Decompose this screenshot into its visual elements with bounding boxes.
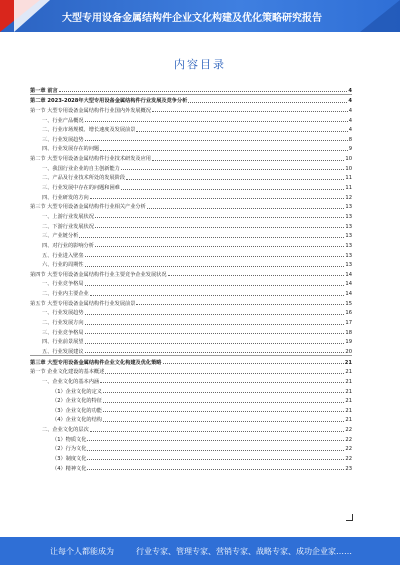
toc-entry-label: 一、行业竞争格局	[42, 281, 84, 288]
toc-leader-dots	[105, 373, 344, 374]
report-title: 大型专用设备金属结构件企业文化构建及优化策略研究报告	[62, 13, 322, 24]
toc-entry-label: 一、企业文化的基本内涵	[42, 378, 100, 385]
toc-leader-dots	[95, 246, 345, 247]
toc-entry[interactable]	[30, 172, 352, 182]
toc-leader-dots	[100, 382, 344, 383]
toc-entry-label: 六、行业的周期性	[42, 262, 84, 269]
toc-entry-page: 13	[345, 204, 352, 211]
toc-entry-label: 第五节 大型专用设备金属结构件行业发展前景	[30, 300, 136, 307]
toc-leader-dots	[85, 343, 345, 344]
toc-entry[interactable]	[30, 462, 352, 472]
toc-leader-dots	[100, 150, 348, 151]
toc-entry-page: 9	[348, 146, 352, 153]
toc-entry-label: 三、产业链分析	[42, 233, 79, 240]
toc-entry-page: 13	[345, 262, 352, 269]
toc-entry[interactable]	[30, 414, 352, 424]
toc-entry-label: 一、行业产品概况	[42, 117, 84, 124]
toc-leader-dots	[188, 102, 347, 103]
toc-entry-page: 21	[345, 398, 352, 405]
toc-leader-dots	[85, 314, 345, 315]
toc-entry-page: 14	[345, 271, 352, 278]
toc-entry-page: 4	[348, 107, 352, 114]
toc-entry-page: 13	[345, 242, 352, 249]
toc-entry-page: 22	[345, 436, 352, 443]
toc-entry-page: 12	[345, 194, 352, 201]
toc-leader-dots	[87, 440, 344, 441]
toc-leader-dots	[103, 421, 344, 422]
footer-tagline: 行业专家、管理专家、营销专家、战略专家、成功企业家……	[136, 547, 352, 556]
toc-entry-label: 第四节 大型专用设备金属结构件行业主要竞争企业发展状况	[30, 271, 167, 278]
toc-leader-dots	[103, 411, 344, 412]
toc-entry-label: （2）行为文化	[52, 446, 87, 453]
toc-entry[interactable]	[30, 239, 352, 249]
toc-entry-label: （2）企业文化的特征	[52, 398, 102, 405]
table-of-contents	[30, 84, 352, 472]
toc-entry-label: （4）精神文化	[52, 465, 87, 472]
toc-leader-dots	[59, 91, 348, 92]
toc-entry-page: 11	[345, 175, 352, 182]
toc-entry[interactable]	[30, 94, 352, 105]
toc-entry[interactable]	[30, 423, 352, 433]
toc-leader-dots	[85, 140, 348, 141]
toc-leader-dots	[152, 160, 344, 161]
toc-entry[interactable]	[30, 268, 352, 278]
toc-entry-page: 14	[345, 281, 352, 288]
toc-entry-page: 20	[345, 348, 352, 355]
toc-entry-label: 三、行业竞争格局	[42, 329, 84, 336]
toc-leader-dots	[152, 111, 348, 112]
toc-entry-page: 13	[345, 233, 352, 240]
toc-entry[interactable]	[30, 375, 352, 385]
toc-entry-label: 第三节 大型专用设备金属结构件行业相关产业分析	[30, 204, 146, 211]
toc-leader-dots	[85, 256, 345, 257]
toc-entry[interactable]	[30, 433, 352, 443]
toc-entry[interactable]	[30, 191, 352, 201]
toc-entry[interactable]	[30, 452, 352, 462]
toc-entry-page: 4	[348, 87, 352, 94]
toc-entry[interactable]	[30, 385, 352, 395]
toc-entry[interactable]	[30, 124, 352, 134]
toc-entry-label: 二、行业市场规模、增长速度及发展前景	[42, 127, 136, 134]
toc-entry[interactable]	[30, 230, 352, 240]
toc-entry-label: 第三章 大型专用设备金属结构件企业文化构建及优化策略	[30, 359, 162, 366]
toc-entry-page: 13	[345, 252, 352, 259]
toc-entry-label: 二、产品及行业技术所处的发展阶段	[42, 175, 126, 182]
toc-leader-dots	[163, 363, 344, 364]
toc-entry[interactable]	[30, 355, 352, 366]
toc-leader-dots	[90, 198, 345, 199]
toc-entry-page: 22	[345, 455, 352, 462]
toc-leader-dots	[103, 402, 344, 403]
toc-entry-page: 21	[345, 417, 352, 424]
toc-leader-dots	[126, 179, 344, 180]
toc-leader-dots	[85, 266, 345, 267]
toc-entry-label: （1）物质文化	[52, 436, 87, 443]
toc-entry[interactable]	[30, 143, 352, 153]
header-dark-stripe	[360, 0, 400, 32]
toc-entry-page: 21	[345, 388, 352, 395]
toc-leader-dots	[87, 450, 344, 451]
toc-entry-page: 17	[345, 320, 352, 327]
toc-entry-page: 18	[345, 329, 352, 336]
toc-leader-dots	[136, 131, 347, 132]
toc-entry-label: 二、行业内主要企业	[42, 291, 89, 298]
toc-entry[interactable]	[30, 287, 352, 297]
toc-entry-page: 8	[348, 136, 352, 143]
toc-entry[interactable]	[30, 181, 352, 191]
toc-entry[interactable]	[30, 114, 352, 124]
toc-entry-label: 第一节 大型专用设备金属结构件行业国内外发展概况	[30, 107, 151, 114]
toc-entry-page: 4	[348, 98, 352, 105]
toc-entry-label: 三、行业发展中存在的问题和困难	[42, 185, 120, 192]
toc-entry-page: 15	[345, 300, 352, 307]
toc-entry-page: 23	[345, 465, 352, 472]
toc-entry[interactable]	[30, 395, 352, 405]
toc-entry-page: 4	[348, 117, 352, 124]
toc-leader-dots	[136, 304, 344, 305]
toc-leader-dots	[147, 208, 345, 209]
toc-entry-page: 16	[345, 310, 352, 317]
toc-entry-label: 第一节 企业文化建设的基本概述	[30, 369, 105, 376]
toc-entry[interactable]	[30, 133, 352, 143]
toc-entry-label: 四、行业发展存在的问题	[42, 146, 100, 153]
toc-entry[interactable]	[30, 249, 352, 259]
toc-entry[interactable]	[30, 162, 352, 172]
toc-entry-page: 21	[344, 359, 352, 366]
toc-entry[interactable]	[30, 297, 352, 307]
toc-entry-label: 四、行业前景展望	[42, 339, 84, 346]
toc-entry[interactable]	[30, 152, 352, 162]
header-banner	[0, 0, 400, 32]
toc-leader-dots	[85, 352, 345, 353]
toc-entry-page: 14	[345, 291, 352, 298]
toc-leader-dots	[121, 189, 345, 190]
toc-entry-label: （4）企业文化的结构	[52, 417, 102, 424]
toc-leader-dots	[90, 295, 345, 296]
toc-entry[interactable]	[30, 259, 352, 269]
toc-leader-dots	[85, 324, 345, 325]
toc-heading: 内容目录	[174, 58, 226, 71]
toc-entry[interactable]	[30, 345, 352, 355]
footer-banner	[0, 537, 400, 565]
toc-entry-label: 二、行业发展方向	[42, 320, 84, 327]
toc-leader-dots	[79, 237, 344, 238]
toc-entry-label: 第二章 2023-2028年大型专用设备金属结构件行业发展及竞争分析	[30, 98, 188, 105]
toc-entry-page: 21	[345, 378, 352, 385]
toc-entry-label: （3）制度文化	[52, 455, 87, 462]
toc-entry[interactable]	[30, 104, 352, 114]
toc-entry[interactable]	[30, 366, 352, 376]
corner-mark	[346, 514, 353, 521]
toc-leader-dots	[87, 459, 344, 460]
toc-leader-dots	[87, 469, 344, 470]
toc-entry-label: 二、下游行业发展状况	[42, 223, 94, 230]
toc-entry-page: 22	[345, 427, 352, 434]
toc-leader-dots	[95, 227, 345, 228]
toc-entry[interactable]	[30, 201, 352, 211]
toc-entry-label: 第一章 前言	[30, 87, 58, 94]
toc-entry-label: （3）企业文化的功能	[52, 407, 102, 414]
toc-entry-page: 21	[345, 369, 352, 376]
toc-leader-dots	[90, 431, 345, 432]
toc-entry-page: 22	[345, 446, 352, 453]
toc-leader-dots	[85, 333, 345, 334]
toc-leader-dots	[85, 285, 345, 286]
toc-entry-label: 五、行业进入壁垒	[42, 252, 84, 259]
toc-entry-label: 第二节 大型专用设备金属结构件行业技术研发及应用	[30, 156, 151, 163]
toc-entry-label: 一、上游行业发展状况	[42, 213, 94, 220]
footer-slogan: 让每个人都能成为	[50, 547, 114, 556]
toc-leader-dots	[121, 169, 345, 170]
toc-leader-dots	[168, 275, 345, 276]
toc-entry-page: 13	[345, 213, 352, 220]
toc-entry-label: 四、对行业的影响分析	[42, 242, 94, 249]
toc-entry-label: 三、行业发展趋势	[42, 136, 84, 143]
toc-entry[interactable]	[30, 336, 352, 346]
toc-entry-page: 4	[348, 127, 352, 134]
toc-entry[interactable]	[30, 278, 352, 288]
toc-leader-dots	[95, 217, 345, 218]
toc-entry-page: 10	[345, 156, 352, 163]
toc-entry-label: 一、我国行业企业的自主创新能力	[42, 165, 120, 172]
toc-entry[interactable]	[30, 443, 352, 453]
toc-entry-label: （1）企业文化的定义	[52, 388, 102, 395]
toc-entry[interactable]	[30, 326, 352, 336]
toc-entry-page: 21	[345, 407, 352, 414]
toc-entry-label: 二、企业文化的层次	[42, 427, 89, 434]
toc-entry[interactable]	[30, 307, 352, 317]
toc-entry-label: 四、行业研发的方向	[42, 194, 89, 201]
toc-entry[interactable]	[30, 210, 352, 220]
toc-entry[interactable]	[30, 84, 352, 94]
toc-entry[interactable]	[30, 404, 352, 414]
toc-entry-label: 一、行业发展趋势	[42, 310, 84, 317]
toc-entry[interactable]	[30, 316, 352, 326]
toc-entry[interactable]	[30, 220, 352, 230]
toc-entry-label: 五、行业发展建议	[42, 348, 84, 355]
toc-entry-page: 19	[345, 339, 352, 346]
toc-leader-dots	[103, 392, 344, 393]
toc-entry-page: 13	[345, 223, 352, 230]
toc-leader-dots	[85, 121, 348, 122]
toc-entry-page: 11	[345, 185, 352, 192]
header-white-stripe	[14, 0, 50, 32]
toc-entry-page: 10	[345, 165, 352, 172]
